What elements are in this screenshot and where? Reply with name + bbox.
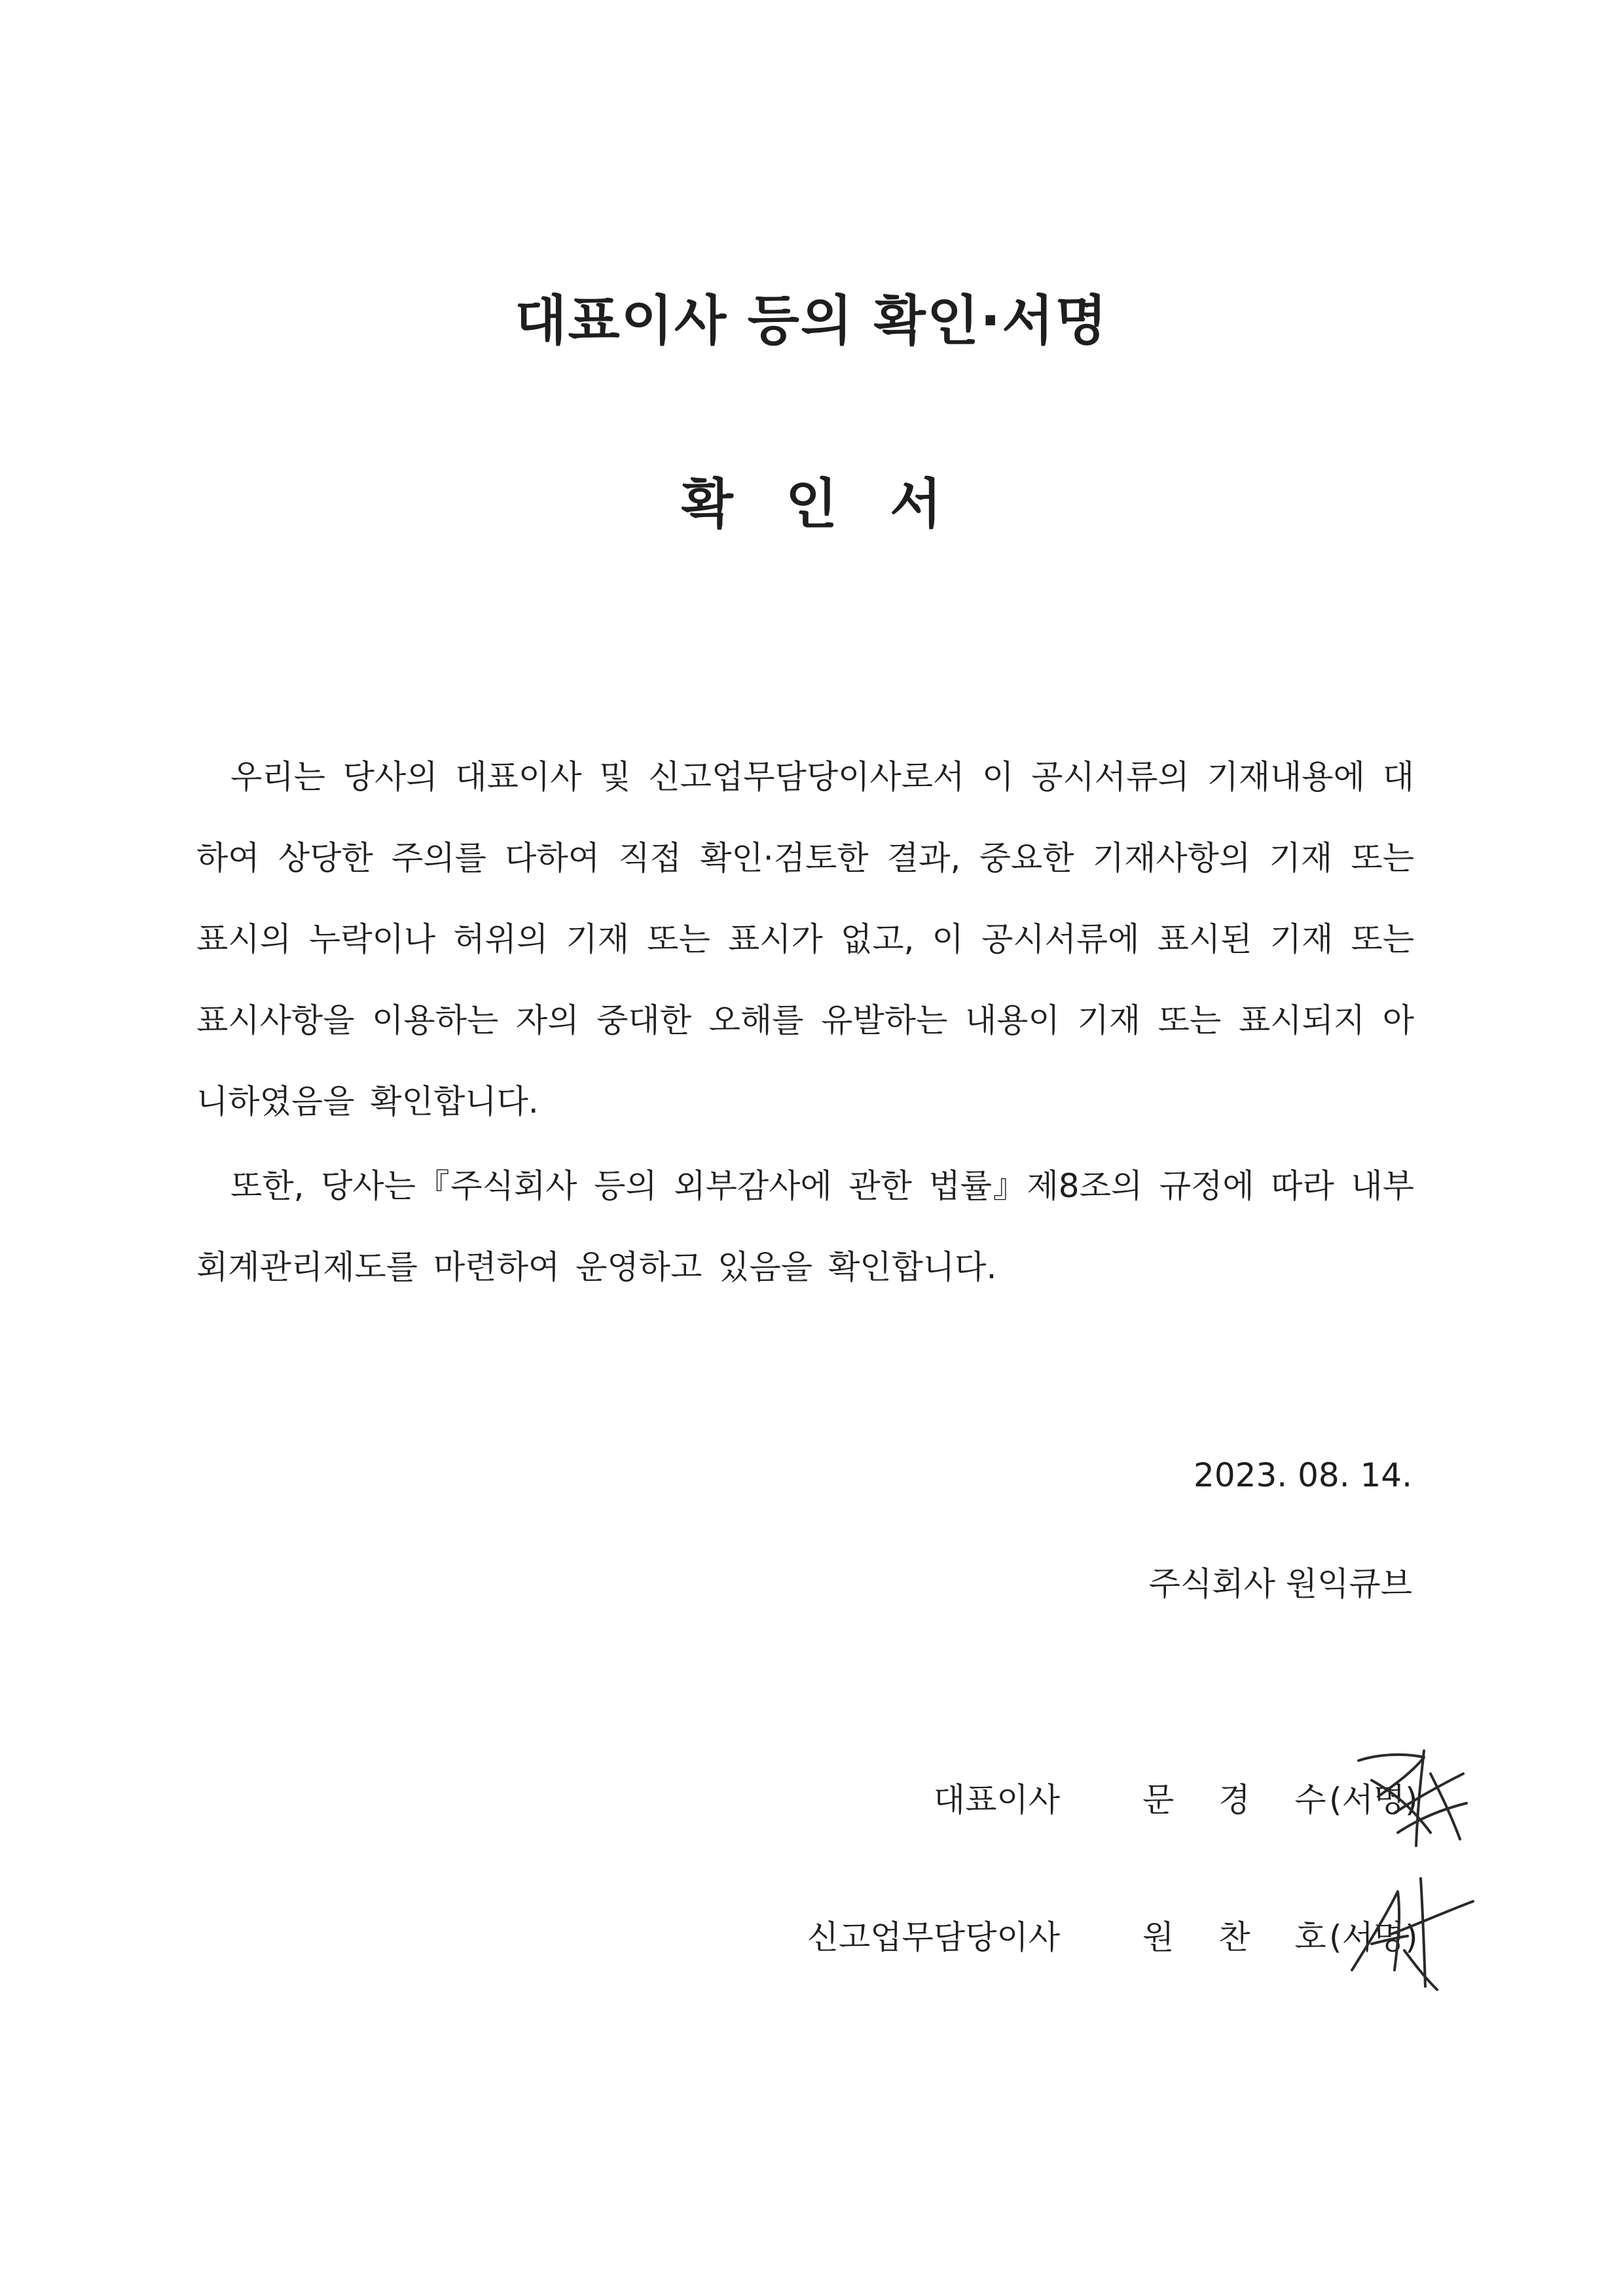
handwritten-signature-icon xyxy=(1332,1872,1476,1996)
internal-control-paragraph: 또한, 당사는『주식회사 등의 외부감사에 관한 법률』제8조의 규정에 따라 내부회계관리제도를 마련하여 운영하고 있음을 확인합니다. xyxy=(196,1167,1414,1286)
handwritten-signature-icon xyxy=(1332,1734,1476,1859)
document-subtitle xyxy=(0,461,1623,538)
document-date: 2023. 08. 14. xyxy=(1194,1456,1412,1494)
signature-label: (서명) xyxy=(1329,1781,1418,1819)
signatory-role: 대표이사 xyxy=(933,1781,1060,1819)
subtitle-char: 인 xyxy=(785,473,838,535)
document-title: 대표이사 등의 확인·서명 xyxy=(515,290,1108,352)
signature-row-ceo xyxy=(0,1754,1623,1833)
signatory-name: 문 경 수 xyxy=(1142,1781,1343,1819)
company-name: 주식회사 원익큐브 xyxy=(1148,1565,1412,1603)
confirmation-paragraph: 우리는 당사의 대표이사 및 신고업무담당이사로서 이 공시서류의 기재내용에 대하여 상당한 주의를 다하여 직접 확인·검토한 결과, 중요한 기재사항의 기재 또는 표시의 누락이나 허위의 기재 또는 표시가 없고, 이 공시서류에 표시된 기재 또는 표시사항을 이용하는 자의 중대한 오해를 유발하는 내용이 기재 또는 표시되지 아니하였음을 확인합니다. xyxy=(196,758,1414,1121)
subtitle-char: 확 xyxy=(681,473,733,535)
signatory-name: 원 찬 호 xyxy=(1142,1918,1343,1956)
signature-label: (서명) xyxy=(1329,1918,1418,1956)
signatory-role: 신고업무담당이사 xyxy=(807,1918,1060,1956)
signature-row-reporting-officer xyxy=(0,1892,1623,1970)
subtitle-char: 서 xyxy=(890,473,942,535)
